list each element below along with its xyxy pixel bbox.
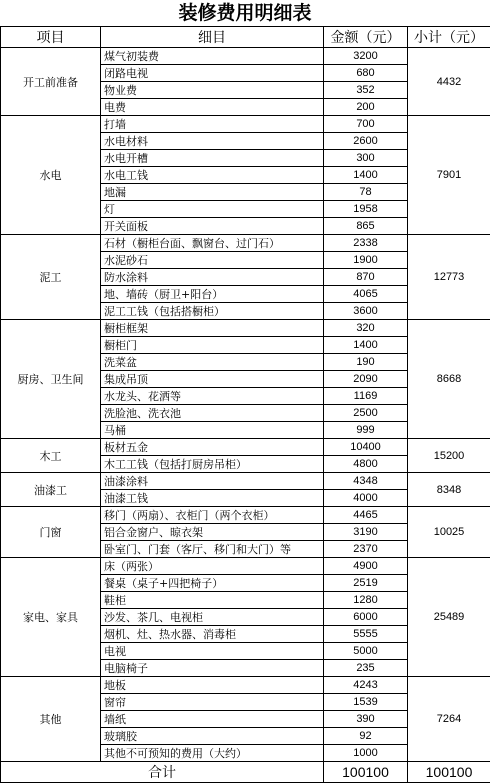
subtotal-cell: 12773 bbox=[408, 235, 490, 320]
total-row bbox=[1, 762, 490, 783]
category-cell: 门窗 bbox=[1, 507, 101, 558]
category-cell: 泥工 bbox=[1, 235, 101, 320]
detail-cell: 电费 bbox=[101, 99, 324, 116]
detail-cell: 电视 bbox=[101, 643, 324, 660]
detail-cell: 橱柜门 bbox=[101, 337, 324, 354]
amount-cell: 10400 bbox=[324, 439, 408, 456]
detail-cell: 其他不可预知的费用（大约） bbox=[101, 745, 324, 762]
detail-cell: 开关面板 bbox=[101, 218, 324, 235]
total-label: 合计 bbox=[1, 762, 324, 783]
table-row bbox=[1, 558, 490, 575]
category-cell: 油漆工 bbox=[1, 473, 101, 507]
table-row bbox=[1, 677, 490, 694]
detail-cell: 沙发、茶几、电视柜 bbox=[101, 609, 324, 626]
detail-cell: 餐桌（桌子+四把椅子） bbox=[101, 575, 324, 592]
subtotal-cell: 7901 bbox=[408, 116, 490, 235]
subtotal-cell: 8348 bbox=[408, 473, 490, 507]
subtotal-cell: 10025 bbox=[408, 507, 490, 558]
detail-cell: 木工工钱（包括打厨房吊柜） bbox=[101, 456, 324, 473]
category-cell: 木工 bbox=[1, 439, 101, 473]
subtotal-cell: 15200 bbox=[408, 439, 490, 473]
category-cell: 厨房、卫生间 bbox=[1, 320, 101, 439]
amount-cell: 870 bbox=[324, 269, 408, 286]
amount-cell: 4065 bbox=[324, 286, 408, 303]
detail-cell: 床（两张） bbox=[101, 558, 324, 575]
detail-cell: 水电工钱 bbox=[101, 167, 324, 184]
detail-cell: 打墙 bbox=[101, 116, 324, 133]
detail-cell: 集成吊顶 bbox=[101, 371, 324, 388]
total-amount: 100100 bbox=[324, 762, 408, 783]
detail-cell: 墙纸 bbox=[101, 711, 324, 728]
detail-cell: 石材（橱柜台面、飘窗台、过门石） bbox=[101, 235, 324, 252]
table-row bbox=[1, 235, 490, 252]
category-cell: 家电、家具 bbox=[1, 558, 101, 677]
subtotal-cell: 7264 bbox=[408, 677, 490, 762]
header-subtotal: 小计（元） bbox=[408, 27, 490, 48]
detail-cell: 马桶 bbox=[101, 422, 324, 439]
detail-cell: 油漆涂料 bbox=[101, 473, 324, 490]
table-row bbox=[1, 439, 490, 456]
amount-cell: 700 bbox=[324, 116, 408, 133]
amount-cell: 352 bbox=[324, 82, 408, 99]
amount-cell: 2090 bbox=[324, 371, 408, 388]
detail-cell: 玻璃胶 bbox=[101, 728, 324, 745]
detail-cell: 地、墙砖（厨卫+阳台） bbox=[101, 286, 324, 303]
detail-cell: 泥工工钱（包括搭橱柜） bbox=[101, 303, 324, 320]
amount-cell: 200 bbox=[324, 99, 408, 116]
detail-cell: 煤气初装费 bbox=[101, 48, 324, 65]
amount-cell: 865 bbox=[324, 218, 408, 235]
subtotal-cell: 8668 bbox=[408, 320, 490, 439]
detail-cell: 板材五金 bbox=[101, 439, 324, 456]
total-subtotal: 100100 bbox=[408, 762, 490, 783]
amount-cell: 4465 bbox=[324, 507, 408, 524]
header-detail: 细目 bbox=[101, 27, 324, 48]
amount-cell: 1169 bbox=[324, 388, 408, 405]
amount-cell: 999 bbox=[324, 422, 408, 439]
detail-cell: 鞋柜 bbox=[101, 592, 324, 609]
amount-cell: 3190 bbox=[324, 524, 408, 541]
detail-cell: 烟机、灶、热水器、消毒柜 bbox=[101, 626, 324, 643]
amount-cell: 6000 bbox=[324, 609, 408, 626]
detail-cell: 灯 bbox=[101, 201, 324, 218]
detail-cell: 洗脸池、洗衣池 bbox=[101, 405, 324, 422]
amount-cell: 1400 bbox=[324, 337, 408, 354]
table-row bbox=[1, 320, 490, 337]
amount-cell: 4900 bbox=[324, 558, 408, 575]
detail-cell: 防水涂料 bbox=[101, 269, 324, 286]
detail-cell: 卧室门、门套（客厅、移门和大门）等 bbox=[101, 541, 324, 558]
category-cell: 开工前准备 bbox=[1, 48, 101, 116]
amount-cell: 4348 bbox=[324, 473, 408, 490]
header-row bbox=[1, 27, 490, 48]
detail-cell: 油漆工钱 bbox=[101, 490, 324, 507]
amount-cell: 4800 bbox=[324, 456, 408, 473]
amount-cell: 1539 bbox=[324, 694, 408, 711]
amount-cell: 235 bbox=[324, 660, 408, 677]
amount-cell: 680 bbox=[324, 65, 408, 82]
header-amount: 金额（元） bbox=[324, 27, 408, 48]
amount-cell: 1280 bbox=[324, 592, 408, 609]
amount-cell: 1900 bbox=[324, 252, 408, 269]
detail-cell: 移门（两扇）、衣柜门（两个衣柜） bbox=[101, 507, 324, 524]
amount-cell: 2519 bbox=[324, 575, 408, 592]
detail-cell: 物业费 bbox=[101, 82, 324, 99]
detail-cell: 橱柜框架 bbox=[101, 320, 324, 337]
amount-cell: 92 bbox=[324, 728, 408, 745]
table-row bbox=[1, 116, 490, 133]
amount-cell: 2338 bbox=[324, 235, 408, 252]
page-title: 装修费用明细表 bbox=[0, 0, 490, 26]
detail-cell: 水泥砂石 bbox=[101, 252, 324, 269]
table-row bbox=[1, 473, 490, 490]
expense-table bbox=[0, 26, 490, 783]
detail-cell: 地板 bbox=[101, 677, 324, 694]
detail-cell: 铝合金窗户、晾衣架 bbox=[101, 524, 324, 541]
detail-cell: 水龙头、花洒等 bbox=[101, 388, 324, 405]
category-cell: 其他 bbox=[1, 677, 101, 762]
category-cell: 水电 bbox=[1, 116, 101, 235]
table-body bbox=[1, 48, 490, 762]
amount-cell: 1000 bbox=[324, 745, 408, 762]
amount-cell: 1400 bbox=[324, 167, 408, 184]
detail-cell: 水电开槽 bbox=[101, 150, 324, 167]
amount-cell: 5555 bbox=[324, 626, 408, 643]
amount-cell: 3200 bbox=[324, 48, 408, 65]
amount-cell: 78 bbox=[324, 184, 408, 201]
amount-cell: 1958 bbox=[324, 201, 408, 218]
subtotal-cell: 4432 bbox=[408, 48, 490, 116]
amount-cell: 390 bbox=[324, 711, 408, 728]
amount-cell: 190 bbox=[324, 354, 408, 371]
detail-cell: 窗帘 bbox=[101, 694, 324, 711]
subtotal-cell: 25489 bbox=[408, 558, 490, 677]
detail-cell: 电脑椅子 bbox=[101, 660, 324, 677]
amount-cell: 300 bbox=[324, 150, 408, 167]
detail-cell: 水电材料 bbox=[101, 133, 324, 150]
amount-cell: 2600 bbox=[324, 133, 408, 150]
table-row bbox=[1, 48, 490, 65]
amount-cell: 3600 bbox=[324, 303, 408, 320]
amount-cell: 5000 bbox=[324, 643, 408, 660]
amount-cell: 4243 bbox=[324, 677, 408, 694]
detail-cell: 闭路电视 bbox=[101, 65, 324, 82]
amount-cell: 320 bbox=[324, 320, 408, 337]
amount-cell: 4000 bbox=[324, 490, 408, 507]
detail-cell: 洗菜盆 bbox=[101, 354, 324, 371]
amount-cell: 2500 bbox=[324, 405, 408, 422]
table-row bbox=[1, 507, 490, 524]
header-category: 项目 bbox=[1, 27, 101, 48]
amount-cell: 2370 bbox=[324, 541, 408, 558]
detail-cell: 地漏 bbox=[101, 184, 324, 201]
